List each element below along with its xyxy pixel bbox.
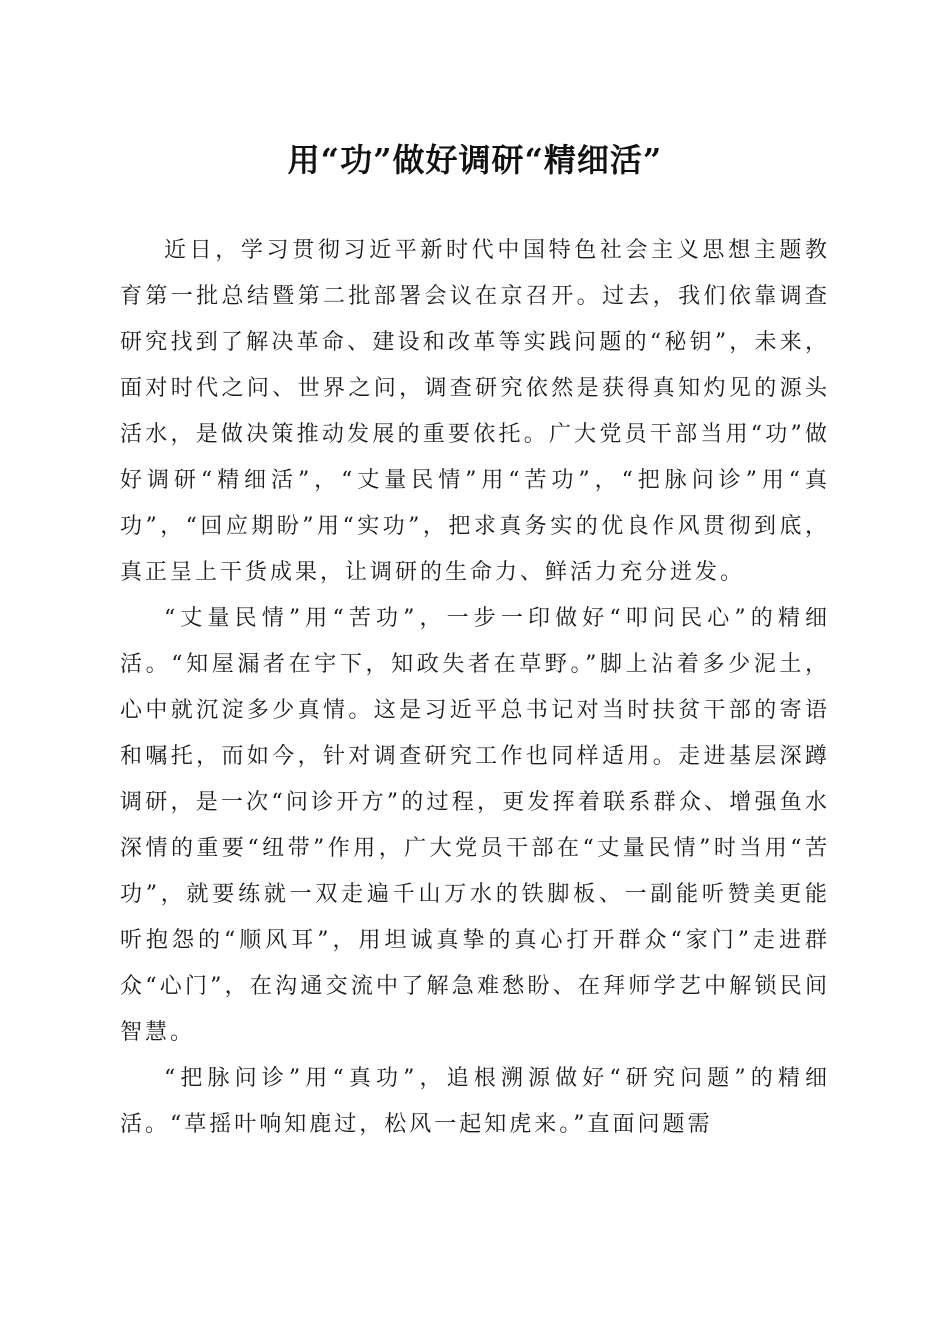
paragraph: “把脉问诊”用“真功”，追根溯源做好“研究问题”的精细活。“草摇叶响知鹿过，松风一起知虎来。”直面问题需 [120,1066,830,1137]
paragraph: “丈量民情”用“苦功”，一步一印做好“叩问民心”的精细活。“知屋漏者在宇下，知政失者在草野。”脚上沾着多少泥土，心中就沉淀多少真情。这是习近平总书记对当时扶贫干部的寄语和嘱托，而如今，针对调查研究工作也同样适用。走进基层深蹲调研，是一次“问诊开方”的过程，更发挥着联系群众、增强鱼水深情的重要“纽带”作用，广大党员干部在“丈量民情”时当用“苦功”，就要练就一双走遍千山万水的铁脚板、一副能听赞美更能听抱怨的“顺风耳”，用坦诚真挚的真心打开群众“家门”走进群众“心门”，在沟通交流中了解急难愁盼、在拜师学艺中解锁民间智慧。 [120,606,830,1045]
paragraph: 近日，学习贯彻习近平新时代中国特色社会主义思想主题教育第一批总结暨第二批部署会议在京召开。过去，我们依靠调查研究找到了解决革命、建设和改革等实践问题的“秘钥”，未来，面对时代之问、世界之问，调查研究依然是获得真知灼见的源头活水，是做决策推动发展的重要依托。广大党员干部当用“功”做好调研“精细活”，“丈量民情”用“苦功”，“把脉问诊”用“真功”，“回应期盼”用“实功”，把求真务实的优良作风贯彻到底，真正呈上干货成果，让调研的生命力、鲜活力充分迸发。 [120,238,830,585]
document-body [120,228,830,1148]
document-title: 用“功”做好调研“精细活” [287,141,663,179]
